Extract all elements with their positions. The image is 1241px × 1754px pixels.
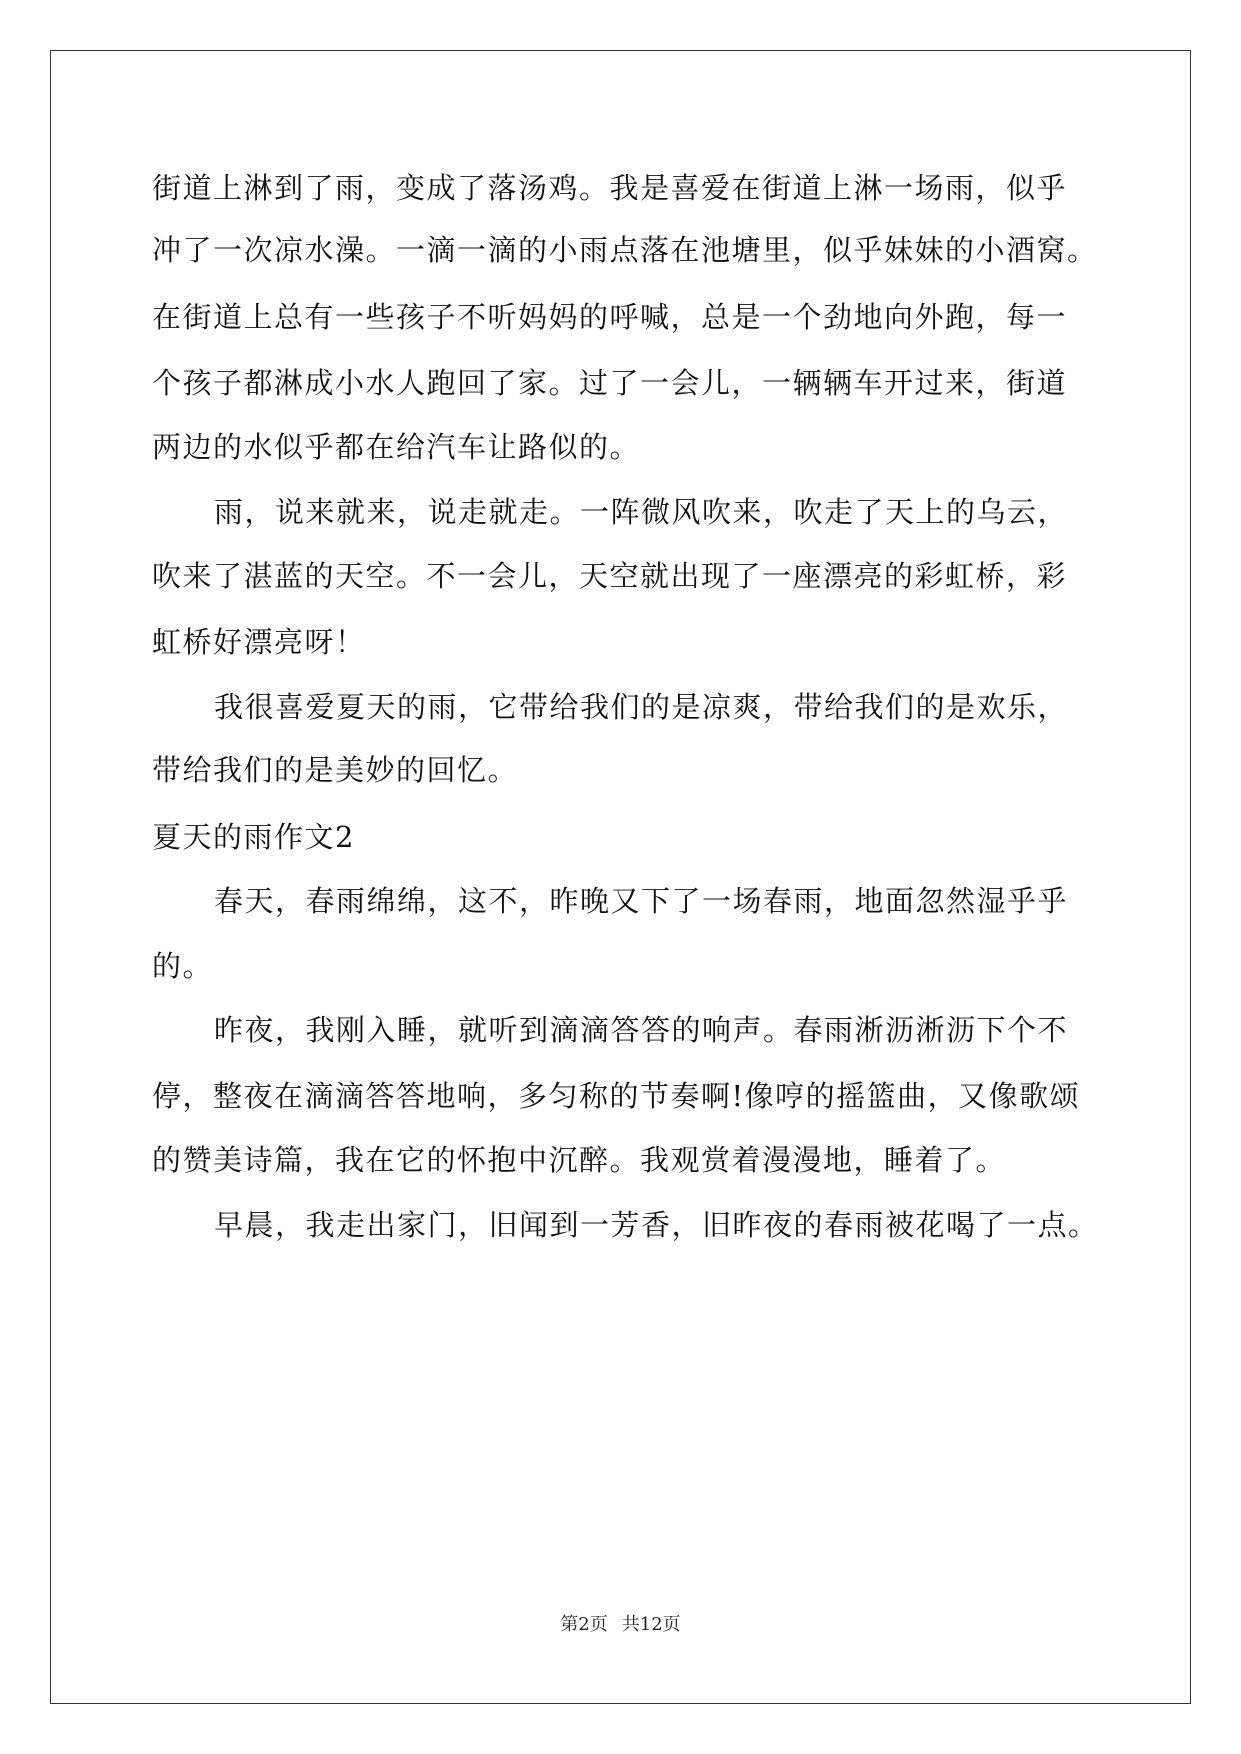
text-line: 早晨，我走出家门，旧闻到一芳香，旧昨夜的春雨被花喝了一点。 [214, 1208, 1099, 1242]
text-line: 两边的水似乎都在给汽车让路似的。 [152, 430, 641, 464]
text-line: 的赞美诗篇，我在它的怀抱中沉醉。我观赏着漫漫地，睡着了。 [152, 1143, 1007, 1177]
text-line: 雨，说来就来，说走就走。一阵微风吹来，吹走了天上的乌云， [214, 495, 1069, 529]
page-border [50, 50, 1191, 1704]
text-line: 街道上淋到了雨，变成了落汤鸡。我是喜爱在街道上淋一场雨，似乎 [152, 171, 1068, 205]
text-line: 停，整夜在滴滴答答地响，多匀称的节奏啊!像哼的摇篮曲，又像歌颂 [152, 1079, 1081, 1113]
text-line: 个孩子都淋成小水人跑回了家。过了一会儿，一辆辆车开过来，街道 [152, 366, 1068, 400]
text-line: 春天，春雨绵绵，这不，昨晚又下了一场春雨，地面忽然湿乎乎 [214, 884, 1069, 918]
page-footer [0, 1610, 1241, 1636]
text-line: 的。 [152, 949, 214, 983]
text-line: 冲了一次凉水澡。一滴一滴的小雨点落在池塘里，似乎妹妹的小酒窝。 [152, 233, 1098, 267]
text-line: 吹来了湛蓝的天空。不一会儿，天空就出现了一座漂亮的彩虹桥，彩 [152, 559, 1068, 593]
section-heading: 夏天的雨作文2 [152, 820, 355, 854]
text-line: 我很喜爱夏天的雨，它带给我们的是凉爽，带给我们的是欢乐， [214, 690, 1069, 724]
page-count: 共12页 [621, 1614, 681, 1635]
text-line: 在街道上总有一些孩子不听妈妈的呼喊，总是一个劲地向外跑，每一 [152, 300, 1068, 334]
text-line: 带给我们的是美妙的回忆。 [152, 753, 519, 787]
page-number: 第2页 [560, 1614, 608, 1635]
text-line: 虹桥好漂亮呀！ [152, 625, 366, 659]
text-line: 昨夜，我刚入睡，就听到滴滴答答的响声。春雨淅沥淅沥下个不 [214, 1013, 1069, 1047]
